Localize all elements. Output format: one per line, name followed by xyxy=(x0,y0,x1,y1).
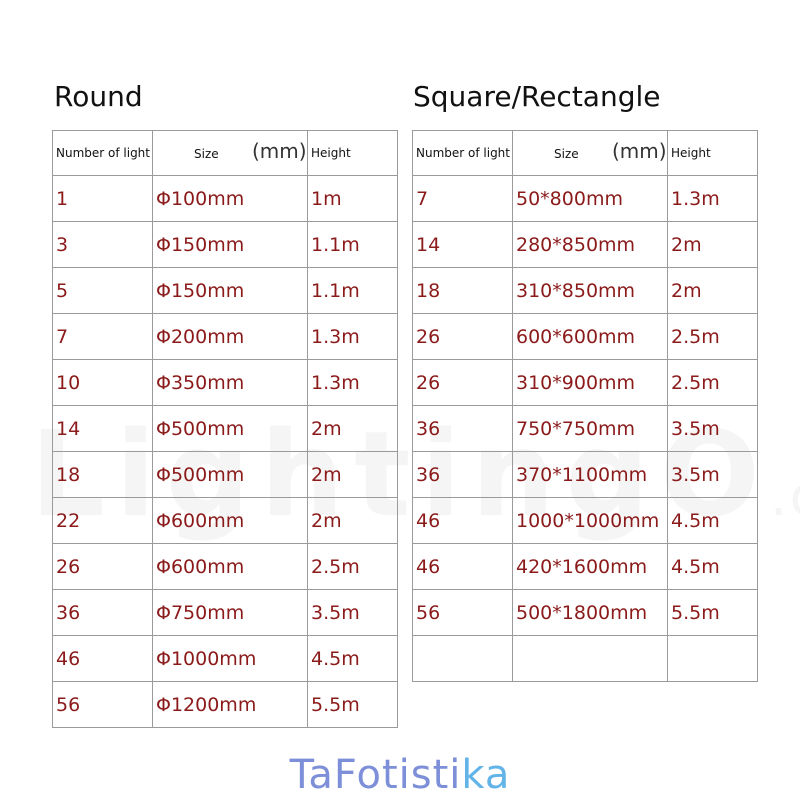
square-title: Square/Rectangle xyxy=(413,80,661,113)
cell-height: 1m xyxy=(308,176,398,222)
cell-height: 3.5m xyxy=(668,406,758,452)
cell-height: 3.5m xyxy=(668,452,758,498)
cell-height: 1.3m xyxy=(308,360,398,406)
cell-height: 1.3m xyxy=(668,176,758,222)
cell-height: 2m xyxy=(668,222,758,268)
header-size-label: Size xyxy=(554,147,579,161)
round-spec-table xyxy=(52,130,398,728)
cell-number-of-light xyxy=(413,636,513,682)
cell-number-of-light: 36 xyxy=(413,452,513,498)
cell-height: 2m xyxy=(668,268,758,314)
cell-size: 310*850mm xyxy=(513,268,668,314)
cell-size: Φ1200mm xyxy=(153,682,308,728)
cell-size: Φ500mm xyxy=(153,406,308,452)
cell-number-of-light: 18 xyxy=(413,268,513,314)
table-row xyxy=(413,406,758,452)
cell-size: Φ750mm xyxy=(153,590,308,636)
brand-tail: ka xyxy=(461,752,511,798)
cell-number-of-light: 10 xyxy=(53,360,153,406)
cell-size: 370*1100mm xyxy=(513,452,668,498)
table-row xyxy=(53,544,398,590)
cell-height: 2m xyxy=(308,452,398,498)
table-row xyxy=(413,452,758,498)
cell-number-of-light: 46 xyxy=(413,544,513,590)
cell-number-of-light: 5 xyxy=(53,268,153,314)
header-height: Height xyxy=(308,131,398,176)
header-size xyxy=(513,131,668,176)
table-row xyxy=(53,268,398,314)
header-size-label: Size xyxy=(194,147,219,161)
cell-size: Φ350mm xyxy=(153,360,308,406)
table-row xyxy=(53,222,398,268)
table-row xyxy=(413,590,758,636)
header-unit-label: (mm) xyxy=(612,139,667,163)
round-title: Round xyxy=(54,80,143,113)
cell-height: 2.5m xyxy=(668,360,758,406)
cell-number-of-light: 18 xyxy=(53,452,153,498)
table-row xyxy=(413,314,758,360)
square-spec-table xyxy=(412,130,758,682)
header-unit-label: (mm) xyxy=(252,139,307,163)
cell-size: Φ1000mm xyxy=(153,636,308,682)
table-row xyxy=(53,360,398,406)
cell-number-of-light: 36 xyxy=(413,406,513,452)
cell-size: Φ600mm xyxy=(153,498,308,544)
table-row xyxy=(53,498,398,544)
table-row xyxy=(413,498,758,544)
table-row xyxy=(413,360,758,406)
cell-size: 1000*1000mm xyxy=(513,498,668,544)
table-row xyxy=(413,176,758,222)
brand-logo-text xyxy=(0,752,800,798)
cell-height: 4.5m xyxy=(668,544,758,590)
cell-number-of-light: 36 xyxy=(53,590,153,636)
header-number-of-light: Number of light xyxy=(53,131,153,176)
cell-number-of-light: 56 xyxy=(53,682,153,728)
cell-height: 4.5m xyxy=(668,498,758,544)
cell-number-of-light: 46 xyxy=(413,498,513,544)
cell-size xyxy=(513,636,668,682)
cell-size: 600*600mm xyxy=(513,314,668,360)
cell-size: 750*750mm xyxy=(513,406,668,452)
watermark-suffix xyxy=(770,464,800,529)
table-row xyxy=(413,636,758,682)
cell-size: Φ150mm xyxy=(153,222,308,268)
cell-height: 1.1m xyxy=(308,222,398,268)
brand-main: TaFotisti xyxy=(289,752,462,798)
header-height: Height xyxy=(668,131,758,176)
cell-height: 3.5m xyxy=(308,590,398,636)
cell-size: 280*850mm xyxy=(513,222,668,268)
table-row xyxy=(413,268,758,314)
cell-number-of-light: 14 xyxy=(413,222,513,268)
table-row xyxy=(413,222,758,268)
table-header-row xyxy=(53,131,398,176)
cell-size: 310*900mm xyxy=(513,360,668,406)
table-row xyxy=(53,682,398,728)
cell-size: Φ600mm xyxy=(153,544,308,590)
cell-number-of-light: 26 xyxy=(53,544,153,590)
cell-height: 1.3m xyxy=(308,314,398,360)
cell-number-of-light: 3 xyxy=(53,222,153,268)
cell-size: Φ100mm xyxy=(153,176,308,222)
cell-size: 500*1800mm xyxy=(513,590,668,636)
cell-height: 1.1m xyxy=(308,268,398,314)
cell-number-of-light: 22 xyxy=(53,498,153,544)
table-row xyxy=(53,590,398,636)
header-size xyxy=(153,131,308,176)
cell-size: Φ150mm xyxy=(153,268,308,314)
cell-number-of-light: 46 xyxy=(53,636,153,682)
table-row xyxy=(53,636,398,682)
table-row xyxy=(53,314,398,360)
cell-number-of-light: 14 xyxy=(53,406,153,452)
cell-height: 5.5m xyxy=(668,590,758,636)
cell-number-of-light: 1 xyxy=(53,176,153,222)
cell-number-of-light: 26 xyxy=(413,314,513,360)
cell-size: Φ200mm xyxy=(153,314,308,360)
table-row xyxy=(53,406,398,452)
cell-height: 2m xyxy=(308,498,398,544)
table-header-row xyxy=(413,131,758,176)
table-row xyxy=(53,176,398,222)
cell-number-of-light: 7 xyxy=(413,176,513,222)
cell-number-of-light: 56 xyxy=(413,590,513,636)
cell-size: Φ500mm xyxy=(153,452,308,498)
cell-number-of-light: 7 xyxy=(53,314,153,360)
cell-number-of-light: 26 xyxy=(413,360,513,406)
cell-height: 2m xyxy=(308,406,398,452)
cell-height: 5.5m xyxy=(308,682,398,728)
table-row xyxy=(53,452,398,498)
header-number-of-light: Number of light xyxy=(413,131,513,176)
cell-height: 4.5m xyxy=(308,636,398,682)
cell-height: 2.5m xyxy=(668,314,758,360)
cell-height: 2.5m xyxy=(308,544,398,590)
cell-size: 420*1600mm xyxy=(513,544,668,590)
table-row xyxy=(413,544,758,590)
cell-size: 50*800mm xyxy=(513,176,668,222)
cell-height xyxy=(668,636,758,682)
